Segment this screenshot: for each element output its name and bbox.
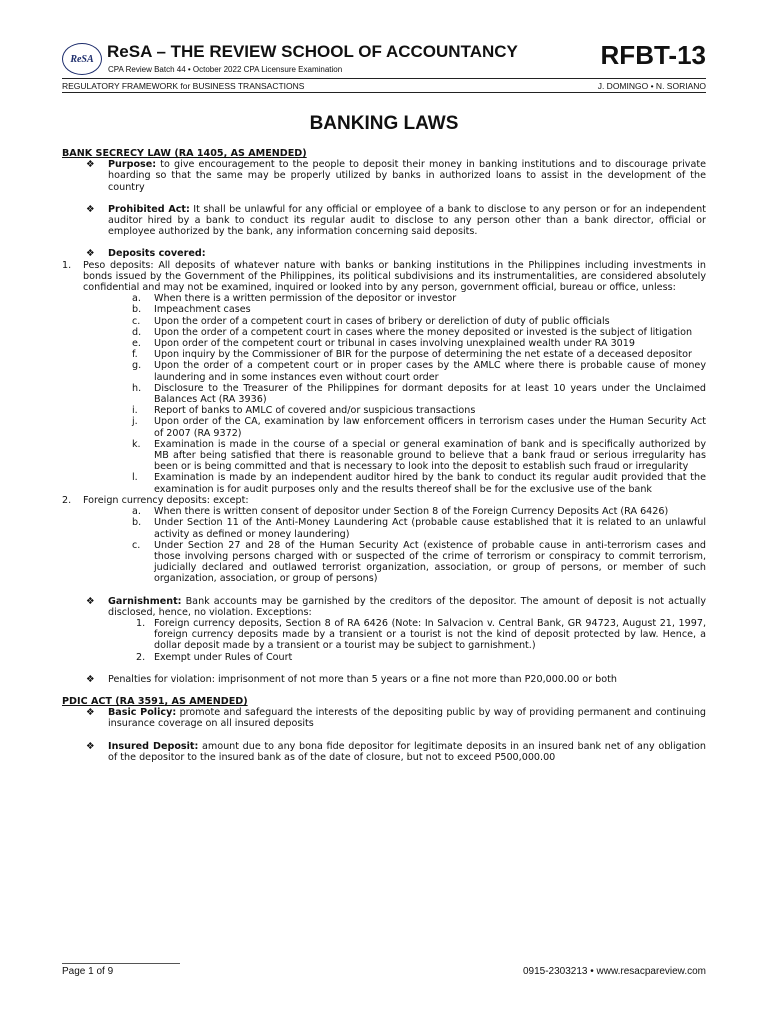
list-item-text: Examination is made by an independent auditor hired by the bank to conduct its regular audit provided that the examination is for audit purposes only and the results thereof shall be for the exclusive use of the bank [154,472,706,495]
list-item-text: Upon order of the CA, examination by law enforcement officers in terrorism cases under the Human Security Act of 2007 (RA 9372) [154,416,706,439]
purpose-label: Purpose: [108,159,157,171]
page-title: BANKING LAWS [309,113,459,134]
bullet-icon: ❖ [86,203,95,215]
list-item [62,405,706,416]
foreign-exceptions-list [62,506,706,584]
list-item [62,517,706,539]
bullet-icon: ❖ [86,595,95,607]
garnishment-label: Garnishment: [108,595,182,607]
garnishment-item [62,596,706,618]
resa-logo [62,43,102,75]
list-item-label: f. [132,349,138,361]
bullet-icon: ❖ [86,159,95,171]
list-number: 2. [62,494,72,506]
list-item [62,304,706,315]
list-item-label: j. [132,416,138,428]
document-body [62,148,706,763]
peso-deposits-item [62,260,706,294]
list-item-text: Under Section 27 and 28 of the Human Security Act (existence of probable cause in anti-terrorism cases and those involving persons charged with or suspected of the crime of terrorism or conspiracy to commit terrorism, judicially declared and outlawed terrorist organization, association, or group of persons, or member of such organization, association, or group of persons) [154,539,706,585]
page-number: Page 1 of 9 [62,966,114,977]
list-item [62,472,706,494]
list-item-text: Exempt under Rules of Court [154,651,293,663]
bullet-icon: ❖ [86,248,95,260]
deposits-covered-item [62,248,706,259]
list-item-label: b. [132,517,142,529]
list-item [62,327,706,338]
basic-policy-label: Basic Policy: [108,707,177,719]
header-rule-bottom [62,92,706,93]
list-item [62,316,706,327]
list-item-label: a. [132,293,141,305]
list-item [62,383,706,405]
insured-deposit-text: amount due to any bona fide depositor for legitimate deposits in an insured bank net of any obligation of the depositor to the insured bank as of the date of closure, but not to exceed P500,000.00 [108,740,706,763]
subject-name: REGULATORY FRAMEWORK for BUSINESS TRANSACTIONS [62,81,305,91]
purpose-item [62,159,706,193]
prohibited-text: It shall be unlawful for any official or employee of a bank to disclose to any person or for an independent auditor hired by a bank to conduct its regular audit to disclose to any person other than a bank director, official or employee authorized by the bank, any information concerning said deposits. [108,203,706,238]
insured-deposit-label: Insured Deposit: [108,740,199,752]
list-item-text: Upon inquiry by the Commissioner of BIR for the purpose of determining the net estate of a deceased depositor [154,349,692,361]
school-name: ReSA – THE REVIEW SCHOOL OF ACCOUNTANCY [107,42,518,61]
insured-deposit-item [62,741,706,763]
basic-policy-text: promote and safeguard the interests of the depositing public by way of providing permanent and continuing insurance coverage on all insured deposits [108,707,706,730]
list-number: 1. [62,259,72,271]
list-item-text: Under Section 11 of the Anti-Money Laundering Act (probable cause established that it is related to an unlawful activity as defined or money laundering) [154,517,706,540]
prohibited-label: Prohibited Act: [108,203,190,215]
header-rule-top [62,78,706,79]
list-item-text: Upon the order of a competent court in cases where the money deposited or invested is the subject of litigation [154,326,693,338]
list-item-label: l. [132,472,138,484]
list-item-label: i. [132,405,138,417]
list-item-label: g. [132,360,142,372]
list-item [62,293,706,304]
list-item [62,540,706,585]
logo-text: ReSA [70,53,94,65]
list-item-text: Impeachment cases [154,304,251,316]
basic-policy-item [62,707,706,729]
footer-contact: 0915-2303213 • www.resacpareview.com [522,966,706,977]
bullet-icon: ❖ [86,740,95,752]
list-item-label: a. [132,506,141,518]
penalties-item [62,674,706,685]
list-item-text: Examination is made in the course of a special or general examination of bank and is specifically authorized by MB after being satisfied that there is reasonable ground to believe that a bank fraud or serious irregularity has been or is being committed and that is necessary to look into the deposit to establish such fraud or irregularity [154,438,706,473]
footer-rule [62,963,180,964]
list-item-label: h. [132,382,142,394]
list-item [62,439,706,473]
list-item-text: Disclosure to the Treasurer of the Philippines for dormant deposits for at least 10 years under the Unclaimed Balances Act (RA 3936) [154,382,706,406]
list-item [62,652,706,663]
list-item [62,338,706,349]
peso-deposits-text: Peso deposits: All deposits of whatever nature with banks or banking institutions in the Philippines including investments in bonds issued by the Government of the Philippines, its political subdivisions and its instrumentalities, are considered absolutely confidential and may not be examined, inquired or looked into by any person, government official, bureau or office, unless: [83,259,706,294]
list-item-label: 1. [136,617,146,629]
list-item-label: b. [132,304,142,316]
list-item [62,349,706,360]
list-item [62,618,706,652]
list-item-text: Report of banks to AMLC of covered and/or suspicious transactions [154,405,476,417]
list-item-label: d. [132,326,142,338]
document-code: RFBT-13 [600,40,706,70]
list-item-label: c. [132,315,141,327]
foreign-deposits-text: Foreign currency deposits: except: [83,494,249,506]
list-item [62,360,706,382]
list-item-text: When there is a written permission of the depositor or investor [154,293,457,305]
list-item-label: 2. [136,651,146,663]
list-item [62,416,706,438]
bullet-icon: ❖ [86,707,95,719]
list-item-label: k. [132,438,141,450]
garnishment-exceptions-list [62,618,706,663]
foreign-deposits-item [62,495,706,506]
list-item-text: Foreign currency deposits, Section 8 of RA 6426 (Note: In Salvacion v. Central Bank, GR 94723, August 21, 1997, foreign currency deposits made by a transient or a tourist is not the kind of deposit protected by law. Hence, a dollar deposit made by a transient or a tourist may be subject to garnishment.) [154,617,706,652]
deposits-covered-label: Deposits covered: [108,248,206,260]
list-item-label: e. [132,338,141,350]
list-item-text: When there is written consent of depositor under Section 8 of the Foreign Currency Deposits Act (RA 6426) [154,506,669,518]
authors: J. DOMINGO • N. SORIANO [597,81,706,91]
peso-exceptions-list [62,293,706,495]
penalties-text: Penalties for violation: imprisonment of not more than 5 years or a fine not more than P20,000.00 or both [108,673,617,685]
prohibited-item [62,204,706,238]
list-item [62,506,706,517]
section-heading-bsl: BANK SECRECY LAW (RA 1405, AS AMENDED) [62,148,307,159]
batch-info: CPA Review Batch 44 • October 2022 CPA Licensure Examination [108,65,343,74]
garnishment-text: Bank accounts may be garnished by the creditors of the depositor. The amount of deposit is not actually disclosed, hence, no violation. Exceptions: [108,595,706,618]
bullet-icon: ❖ [86,673,95,685]
list-item-label: c. [132,539,141,551]
list-item-text: Upon the order of a competent court in cases of bribery or dereliction of duty of public officials [154,315,610,327]
section-heading-pdic: PDIC ACT (RA 3591, AS AMENDED) [62,695,248,707]
list-item-text: Upon order of the competent court or tribunal in cases involving unexplained wealth under RA 3019 [154,338,635,350]
purpose-text: to give encouragement to the people to deposit their money in banking institutions and to discourage private hoarding so that the same may be properly utilized by banks in authorized loans to assist in the development of the country [108,159,706,193]
list-item-text: Upon the order of a competent court or in proper cases by the AMLC where there is probable cause of money laundering and in some instances even without court order [154,360,706,383]
